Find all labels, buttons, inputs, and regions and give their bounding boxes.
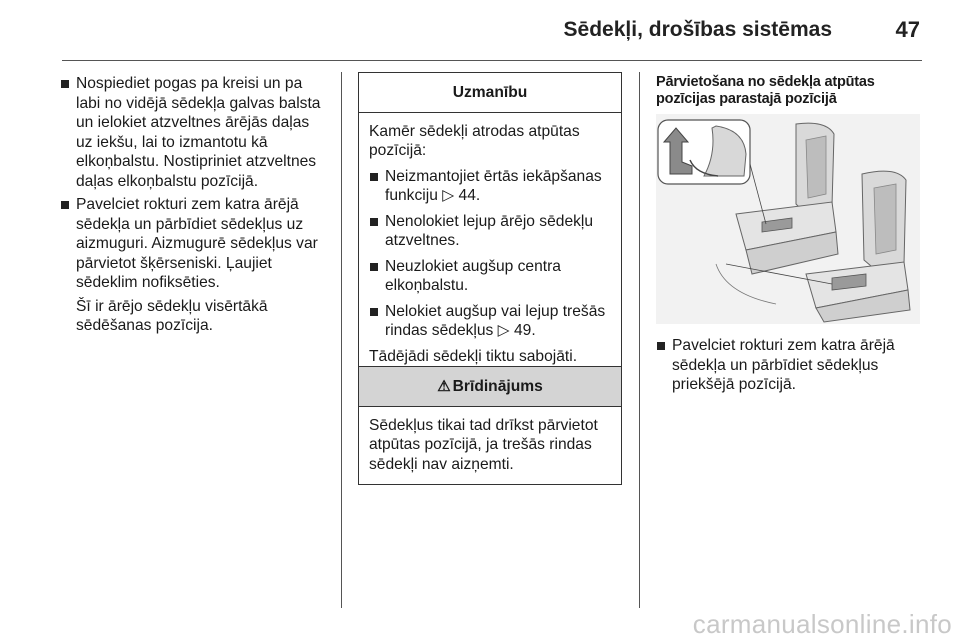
column-divider-left xyxy=(341,72,342,608)
warning-box xyxy=(358,366,622,485)
warning-header xyxy=(359,367,621,407)
caution-intro: Kamēr sēdekļi atrodas atpūtas pozīcijā: xyxy=(369,122,580,159)
caution-title: Uzmanību xyxy=(359,73,621,113)
page-number: 47 xyxy=(895,17,920,42)
header-rule xyxy=(62,60,922,61)
section-heading: Pārvietošana no sēdekļa atpūtas pozīcijas parastajā pozīcijā xyxy=(656,74,875,107)
list-item: Pavelciet rokturi zem katra ārējā sēdekļa un pārbīdiet sēdekļus priekšējā pozīcijā. xyxy=(656,336,926,395)
warning-triangle-icon: ⚠ xyxy=(437,378,451,395)
caution-item: Neizmantojiet ērtās iekāpšanas funkciju ▷ 44. xyxy=(369,167,611,206)
instruction-list xyxy=(656,336,926,395)
seat-illustration-svg xyxy=(656,114,920,324)
list-item: Pavelciet rokturi zem katra ārējā sēdekļa un pārbīdiet sēdekļus uz aizmuguri. Aizmugurē sēdekļus var pārvietot šķērseniski. Ļaujiet sēdeklim nofiksēties. xyxy=(60,195,328,293)
follow-paragraph: Šī ir ārējo sēdekļu visērtākā sēdēšanas pozīcija. xyxy=(76,297,268,334)
instruction-list xyxy=(60,74,328,293)
caution-item: Neuzlokiet augšup centra elkoņbalstu. xyxy=(369,257,611,296)
left-column xyxy=(60,74,328,336)
column-divider-right xyxy=(639,72,640,608)
caution-item: Nenolokiet lejup ārējo sēdekļu atzveltnes. xyxy=(369,212,611,251)
warning-text: Sēdekļus tikai tad drīkst pārvietot atpūtas pozīcijā, ja trešās rindas sēdekļi nav aizņemti. xyxy=(369,416,598,473)
list-item: Nospiediet pogas pa kreisi un pa labi no vidējā sēdekļa galvas balsta un ielokiet atzveltnes ārējās daļas uz iekšu, lai to izmantotu kā elkoņbalstu. Nostipriniet atzveltnes daļas elkoņbalstu pozīcijā. xyxy=(60,74,328,191)
seat-illustration xyxy=(656,114,920,324)
warning-title: Brīdinājums xyxy=(452,378,543,395)
caution-item: Nelokiet augšup vai lejup trešās rindas sēdekļus ▷ 49. xyxy=(369,302,611,341)
caution-box xyxy=(358,72,622,377)
caution-outro: Tādējādi sēdekļi tiktu sabojāti. xyxy=(369,347,578,365)
page-title: Sēdekļi, drošības sistēmas xyxy=(563,18,832,41)
right-column xyxy=(656,74,926,399)
watermark: carmanualsonline.info xyxy=(692,609,952,639)
